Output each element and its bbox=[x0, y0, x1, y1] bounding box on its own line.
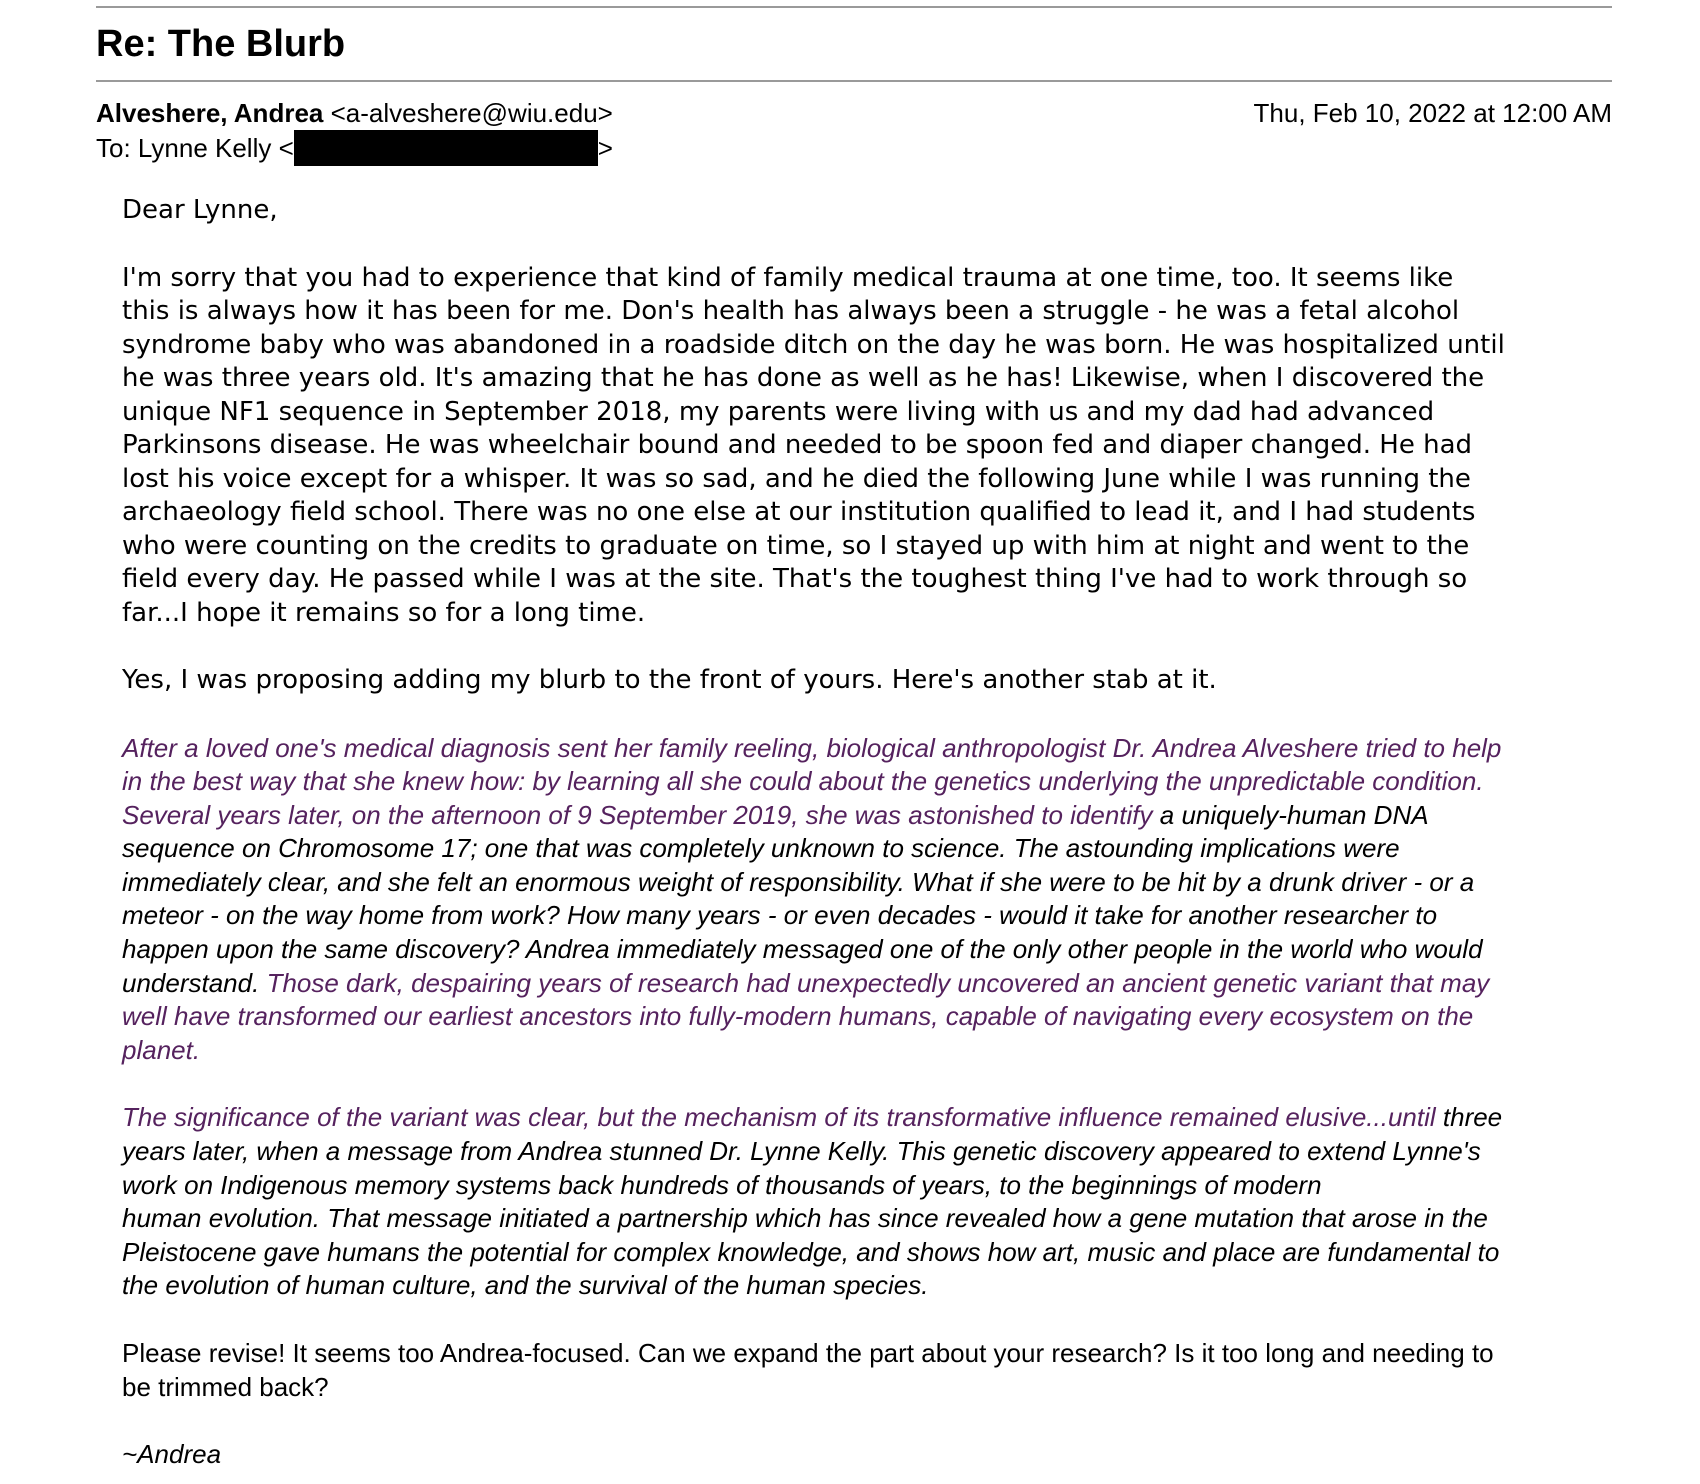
email-body bbox=[122, 194, 1602, 1472]
blurb-black-segment: three bbox=[1435, 1102, 1503, 1133]
blurb-line: sequence on Chromosome 17; one that was completely unknown to science. The astounding implications were bbox=[122, 833, 1400, 864]
blurb-line: happen upon the same discovery? Andrea immediately messaged one of the only other people in the world who would bbox=[122, 934, 1483, 965]
blurb-line: planet. bbox=[122, 1034, 201, 1065]
blurb-line bbox=[122, 799, 1602, 833]
blurb-line: years later, when a message from Andrea stunned Dr. Lynne Kelly. This genetic discovery appeared to extend Lynne's bbox=[122, 1136, 1481, 1167]
blurb-line bbox=[122, 1101, 1602, 1135]
text-line: Please revise! It seems too Andrea-focused. Can we expand the part about your research? Is it too long and needing to bbox=[122, 1338, 1494, 1368]
header-divider bbox=[96, 80, 1612, 82]
text-line: this is always how it has been for me. Don's health has always been a struggle - he was a fetal alcohol bbox=[122, 296, 1460, 326]
sender-email[interactable]: <a-alveshere@wiu.edu> bbox=[330, 98, 613, 128]
blurb-purple-segment: The significance of the variant was clear, but the mechanism of its transformative influence remained elusive...until bbox=[122, 1102, 1436, 1133]
text-line: I'm sorry that you had to experience that kind of family medical trauma at one time, too. It seems like bbox=[122, 262, 1454, 293]
email-date: Thu, Feb 10, 2022 at 12:00 AM bbox=[1253, 98, 1612, 128]
greeting: Dear Lynne, bbox=[122, 195, 278, 225]
recipient-close-bracket: > bbox=[597, 133, 613, 163]
email-subject: Re: The Blurb bbox=[96, 23, 346, 65]
text-line: unique NF1 sequence in September 2018, my parents were living with us and my dad had advanced bbox=[122, 396, 1435, 427]
blurb-purple-segment: Several years later, on the afternoon of 9 September 2019, she was astonished to identify bbox=[122, 799, 1153, 830]
text-line: field every day. He passed while I was at the site. That's the toughest thing I've had to work through so bbox=[122, 564, 1468, 594]
recipient-line bbox=[96, 130, 613, 166]
blurb-line: After a loved one's medical diagnosis sent her family reeling, biological anthropologist Dr. Andrea Alveshere tried to help bbox=[122, 732, 1502, 763]
blurb-line bbox=[122, 967, 1602, 1001]
text-line: who were counting on the credits to graduate on time, so I stayed up with him at night and went to the bbox=[122, 530, 1470, 561]
blurb-line: immediately clear, and she felt an enormous weight of responsibility. What if she were to be hit by a drunk driver - or a bbox=[122, 866, 1475, 897]
redacted-email-box bbox=[294, 130, 598, 166]
top-divider bbox=[96, 6, 1612, 8]
text-line: far...I hope it remains so for a long time. bbox=[122, 597, 646, 628]
blurb-line: human evolution. That message initiated a partnership which has since revealed how a gene mutation that arose in the bbox=[122, 1203, 1488, 1234]
paragraph-proposal: Yes, I was proposing adding my blurb to the front of yours. Here's another stab at it. bbox=[122, 665, 1217, 695]
blurb-purple-segment: Those dark, despairing years of research had unexpectedly uncovered an ancient genetic variant that may bbox=[266, 967, 1490, 998]
blurb-paragraph-1 bbox=[122, 732, 1602, 1068]
blurb-line: Pleistocene gave humans the potential for complex knowledge, and shows how art, music and place are fundamental to bbox=[122, 1236, 1500, 1267]
recipient-label: To: Lynne Kelly < bbox=[96, 133, 294, 163]
text-line: syndrome baby who was abandoned in a roadside ditch on the day he was born. He was hospitalized until bbox=[122, 329, 1505, 360]
closing-paragraph bbox=[122, 1337, 1602, 1404]
text-line: he was three years old. It's amazing that he has done as well as he has! Likewise, when I discovered the bbox=[122, 363, 1485, 393]
blurb-line: the evolution of human culture, and the survival of the human species. bbox=[122, 1270, 929, 1301]
signature: ~Andrea bbox=[122, 1439, 222, 1470]
blurb-black-segment: a uniquely-human DNA bbox=[1152, 799, 1429, 830]
sender-name: Alveshere, Andrea bbox=[96, 98, 324, 128]
blurb-line: meteor - on the way home from work? How many years - or even decades - would it take for another researcher to bbox=[122, 900, 1438, 931]
blurb-line: well have transformed our earliest ancestors into fully-modern humans, capable of navigating every ecosystem on the bbox=[122, 1001, 1474, 1032]
blurb-black-segment: understand. bbox=[122, 967, 267, 998]
text-line: Parkinsons disease. He was wheelchair bound and needed to be spoon fed and diaper changed. He had bbox=[122, 430, 1473, 460]
sender-line bbox=[96, 97, 613, 129]
blurb-paragraph-2 bbox=[122, 1101, 1602, 1303]
blurb-line: work on Indigenous memory systems back hundreds of thousands of years, to the beginnings of modern bbox=[122, 1169, 1322, 1200]
paragraph-family-trauma bbox=[122, 262, 1602, 631]
text-line: lost his voice except for a whisper. It was so sad, and he died the following June while I was running the bbox=[122, 463, 1471, 494]
text-line: archaeology field school. There was no one else at our institution qualified to lead it, and I had students bbox=[122, 497, 1476, 527]
blurb-line: in the best way that she knew how: by learning all she could about the genetics underlying the unpredictable condition. bbox=[122, 766, 1484, 797]
text-line: be trimmed back? bbox=[122, 1371, 329, 1402]
